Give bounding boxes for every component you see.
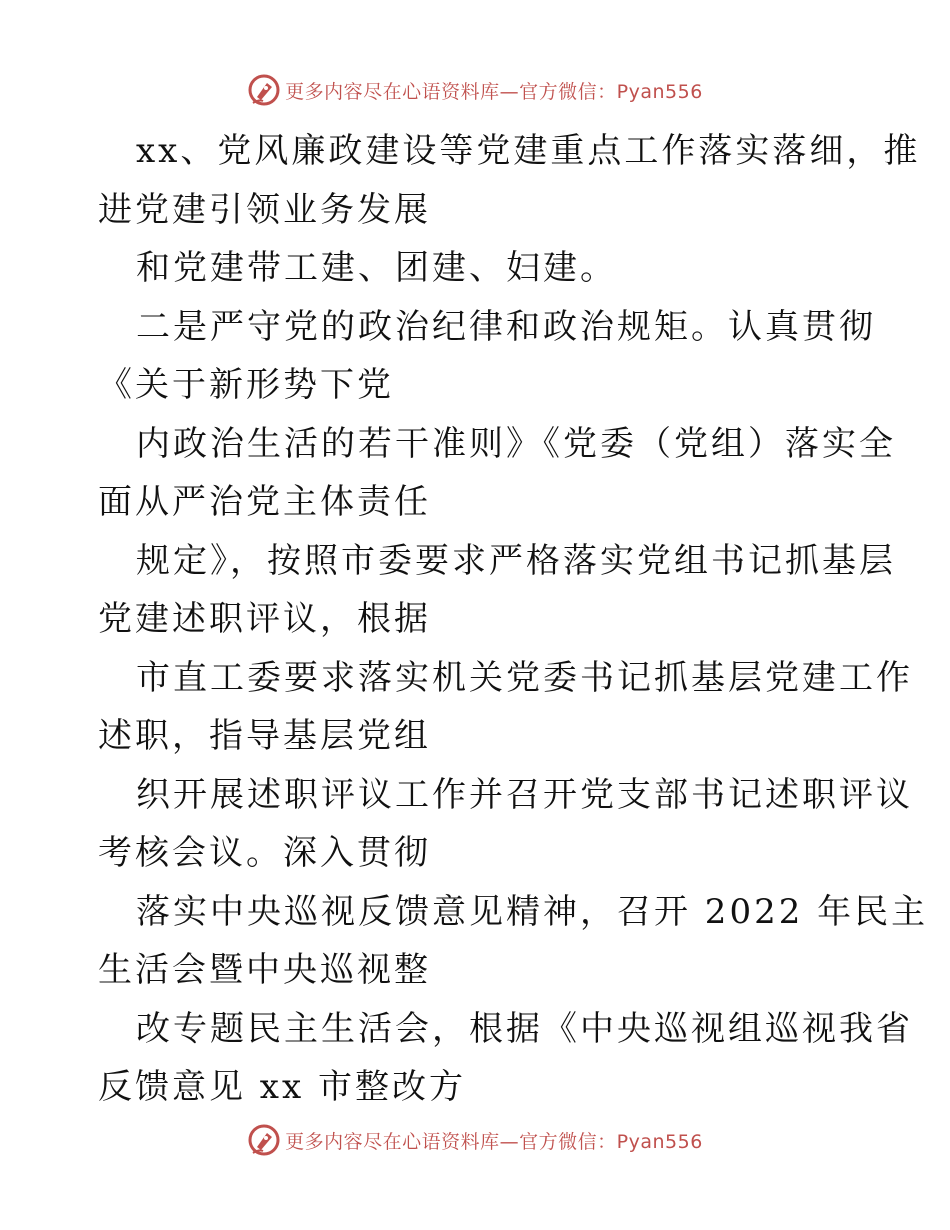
text-line: 市直工委要求落实机关党委书记抓基层党建工作 <box>136 657 913 698</box>
document-body <box>98 122 929 1117</box>
text-line: 进党建引领业务发展 <box>98 189 431 230</box>
header-banner <box>0 70 950 110</box>
text-line: 织开展述职评议工作并召开党支部书记述职评议 <box>136 774 913 815</box>
text-line: 《关于新形势下党 <box>98 365 394 405</box>
text-line: 考核会议。深入贯彻 <box>98 833 431 873</box>
pen-nib-circle-icon <box>247 1123 281 1157</box>
header-banner-text: 更多内容尽在心语资料库—官方微信：Pyan556 <box>285 80 703 103</box>
footer-banner-text: 更多内容尽在心语资料库—官方微信：Pyan556 <box>285 1130 703 1153</box>
footer-banner <box>0 1120 950 1160</box>
text-line: 落实中央巡视反馈意见精神，召开 2022 年民主 <box>136 891 929 932</box>
text-line: 反馈意见 xx 市整改方 <box>98 1067 466 1107</box>
text-line: xx、党风廉政建设等党建重点工作落实落细，推 <box>136 131 921 171</box>
text-line: 规定》，按照市委要求严格落实党组书记抓基层 <box>136 540 896 581</box>
text-line: 改专题民主生活会，根据《中央巡视组巡视我省 <box>136 1008 913 1049</box>
pen-nib-circle-icon <box>247 73 281 107</box>
text-line: 党建述职评议，根据 <box>98 599 431 639</box>
text-line: 和党建带工建、团建、妇建。 <box>136 248 617 288</box>
text-line: 内政治生活的若干准则》《党委（党组）落实全 <box>136 423 896 464</box>
text-line: 二是严守党的政治纪律和政治规矩。认真贯彻 <box>136 306 876 347</box>
text-line: 生活会暨中央巡视整 <box>98 950 431 990</box>
text-line: 面从严治党主体责任 <box>98 482 431 522</box>
text-line: 述职，指导基层党组 <box>98 716 431 756</box>
